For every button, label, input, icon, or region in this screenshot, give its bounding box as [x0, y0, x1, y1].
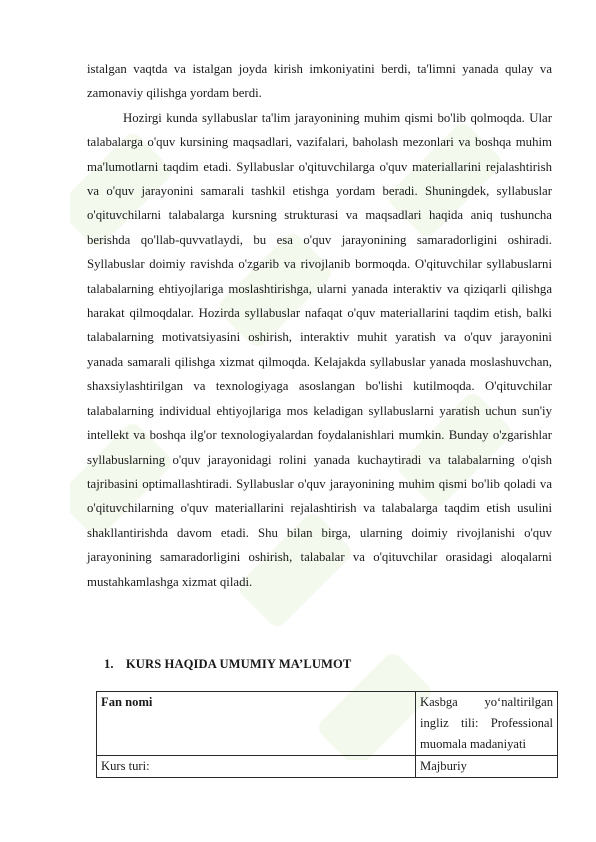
section-number: 1.	[104, 657, 114, 671]
paragraph-syllabus: Hozirgi kunda syllabuslar ta'lim jarayonining muhim qismi bo'lib qolmoqda. Ular talabalarga o'quv kursining maqsadlari, vazifalari, baholash mezonlari va boshqa muhim ma'lumotlarni taqdim etadi. Syllabuslar o'qituvchilarga o'quv materiallarini rejalashtirish va o'quv jarayonini samarali tashkil etishga yordam beradi. Shuningdek, syllabuslar o'qituvchilarni talabalarga kursning strukturasi va maqsadlari haqida aniq tushuncha berishda qo'llab-quvvatlaydi, bu esa o'quv jarayonining samaradorligini oshiradi. Syllabuslar doimiy ravishda o'zgarib va rivojlanib bormoqda. O'qituvchilar syllabuslarni talabalarning ehtiyojlariga moslashtirishga, ularni yanada interaktiv va qiziqarli qilishga harakat qilmoqdalar. Hozirda syllabuslar nafaqat o'quv materiallarini taqdim etish, balki talabalarning motivatsiyasini oshirish, interaktiv muhit yaratish va o'quv jarayonini yanada samarali qilishga xizmat qilmoqda. Kelajakda syllabuslar yanada moslashuvchan, shaxsiylashtirilgan va texnologiyaga asoslangan bo'lishi kutilmoqda. O'qituvchilar talabalarning individual ehtiyojlariga mos keladigan syllabuslarni yaratish uchun sun'iy intellekt va boshqa ilg'or texnologiyalardan foydalanishlari mumkin. Bunday o'zgarishlar syllabuslarning o'quv jarayonidagi rolini yanada kuchaytiradi va talabalarning o'qish tajribasini optimallashtiradi. Syllabuslar o'quv jarayonining muhim qismi bo'lib qoladi va o'qituvchilarning o'quv materiallarini rejalashtirish va talabalarga taqdim etish usulini shakllantirishda davom etadi. Shu bilan birga, ularning doimiy rivojlanishi o'quv jarayonining samaradorligini oshirish, talabalar va o'qituvchilar orasidagi aloqalarni mustahkamlashga xizmat qiladi.	[87, 110, 552, 589]
table-row	[97, 692, 558, 756]
section-heading	[104, 657, 351, 672]
table-row	[97, 756, 558, 778]
row-value-kurs-turi: Majburiy	[416, 756, 558, 778]
body-text	[87, 57, 552, 594]
section-title: KURS HAQIDA UMUMIY MA’LUMOT	[125, 657, 352, 671]
row-value-fan-nomi: Kasbga yo‘naltirilgan ingliz tili: Professional muomala madaniyati	[416, 692, 558, 756]
course-info-table	[96, 691, 558, 778]
paragraph-continuation: istalgan vaqtda va istalgan joyda kirish imkoniyatini berdi, ta'limni yanada qulay va zamonaviy qilishga yordam berdi.	[87, 62, 552, 101]
row-label-kurs-turi: Kurs turi:	[97, 756, 416, 778]
row-label-fan-nomi: Fan nomi	[97, 692, 416, 756]
